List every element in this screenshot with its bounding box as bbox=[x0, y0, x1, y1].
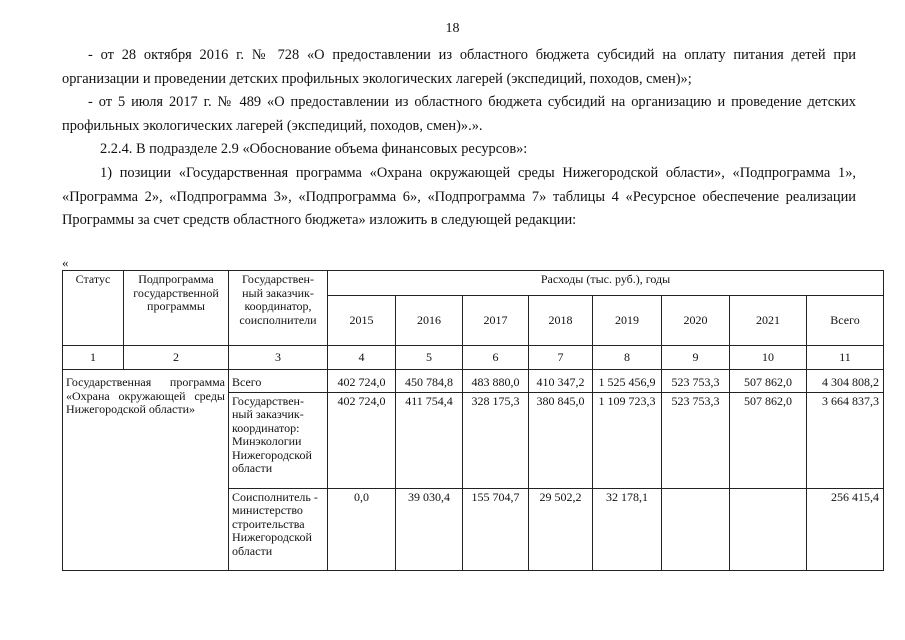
row-customer: Соисполнитель - министерство строительства Нижегородской области bbox=[229, 488, 328, 570]
cell-value: 402 724,0 bbox=[328, 392, 396, 488]
cell-value: 450 784,8 bbox=[396, 370, 463, 393]
page-number: 18 bbox=[445, 21, 460, 36]
paragraph-decree-728: - от 28 октября 2016 г. № 728 «О предоставлении из областного бюджета субсидий на оплату питания детей при организации и проведении детских профильных экологических лагерей (экспедиций, походов, смен)»; bbox=[62, 47, 856, 87]
header-year-2015: 2015 bbox=[328, 296, 396, 346]
cell-value: 523 753,3 bbox=[662, 392, 730, 488]
column-number: 7 bbox=[529, 346, 593, 370]
resource-table bbox=[62, 270, 884, 571]
paragraph-positions: 1) позиции «Государственная программа «Охрана окружающей среды Нижегородской области», «Подпрограмма 1», «Программа 2», «Подпрограмма 3», «Подпрограмма 6», «Подпрограмма 7» таблицы 4 «Ресурсное обеспечение реализации Программы за счет средств областного бюджета» изложить в следующей редакции: bbox=[62, 164, 856, 229]
cell-value: 328 175,3 bbox=[463, 392, 529, 488]
header-year-2020: 2020 bbox=[662, 296, 730, 346]
cell-value: 523 753,3 bbox=[662, 370, 730, 393]
header-year-2021: 2021 bbox=[730, 296, 807, 346]
cell-value: 3 664 837,3 bbox=[807, 392, 884, 488]
paragraph-subsection-2-9: 2.2.4. В подразделе 2.9 «Обоснование объема финансовых ресурсов»: bbox=[100, 141, 528, 158]
column-number: 3 bbox=[229, 346, 328, 370]
cell-value: 380 845,0 bbox=[529, 392, 593, 488]
cell-value bbox=[662, 488, 730, 570]
cell-value: 411 754,4 bbox=[396, 392, 463, 488]
column-number: 5 bbox=[396, 346, 463, 370]
cell-value: 507 862,0 bbox=[730, 370, 807, 393]
cell-value: 39 030,4 bbox=[396, 488, 463, 570]
cell-value: 256 415,4 bbox=[807, 488, 884, 570]
quote-open-mark: « bbox=[62, 255, 69, 270]
column-number: 4 bbox=[328, 346, 396, 370]
cell-value: 483 880,0 bbox=[463, 370, 529, 393]
row-customer: Государствен-ный заказчик-координатор: Минэкологии Нижегородской области bbox=[229, 392, 328, 488]
cell-value: 410 347,2 bbox=[529, 370, 593, 393]
header-subprogram: Подпрограмма государственной программы bbox=[124, 271, 229, 346]
column-number: 8 bbox=[593, 346, 662, 370]
document-body bbox=[62, 44, 856, 233]
column-number: 9 bbox=[662, 346, 730, 370]
column-number: 11 bbox=[807, 346, 884, 370]
table-row-total bbox=[63, 370, 884, 393]
cell-value bbox=[730, 488, 807, 570]
cell-value: 32 178,1 bbox=[593, 488, 662, 570]
header-status: Статус bbox=[63, 271, 124, 346]
header-total: Всего bbox=[807, 296, 884, 346]
cell-value: 1 525 456,9 bbox=[593, 370, 662, 393]
column-number: 6 bbox=[463, 346, 529, 370]
header-year-2018: 2018 bbox=[529, 296, 593, 346]
header-year-2019: 2019 bbox=[593, 296, 662, 346]
column-number: 10 bbox=[730, 346, 807, 370]
row-customer: Всего bbox=[229, 370, 328, 393]
column-number: 2 bbox=[124, 346, 229, 370]
cell-value: 507 862,0 bbox=[730, 392, 807, 488]
header-year-2016: 2016 bbox=[396, 296, 463, 346]
cell-value: 1 109 723,3 bbox=[593, 392, 662, 488]
paragraph-decree-489: - от 5 июля 2017 г. № 489 «О предоставлении из областного бюджета субсидий на организацию и проведение детских профильных экологических лагерей (экспедиций, походов, смен)».». bbox=[62, 94, 856, 134]
cell-value: 4 304 808,2 bbox=[807, 370, 884, 393]
column-number: 1 bbox=[63, 346, 124, 370]
header-year-2017: 2017 bbox=[463, 296, 529, 346]
column-number-row bbox=[63, 346, 884, 370]
cell-value: 0,0 bbox=[328, 488, 396, 570]
cell-value: 402 724,0 bbox=[328, 370, 396, 393]
cell-value: 155 704,7 bbox=[463, 488, 529, 570]
cell-value: 29 502,2 bbox=[529, 488, 593, 570]
header-row-1 bbox=[63, 271, 884, 296]
header-customer: Государствен-ный заказчик-координатор, соисполнители bbox=[229, 271, 328, 346]
header-expenses: Расходы (тыс. руб.), годы bbox=[328, 271, 884, 296]
program-label: Государственная программа «Охрана окружающей среды Нижегородской области» bbox=[63, 370, 229, 571]
